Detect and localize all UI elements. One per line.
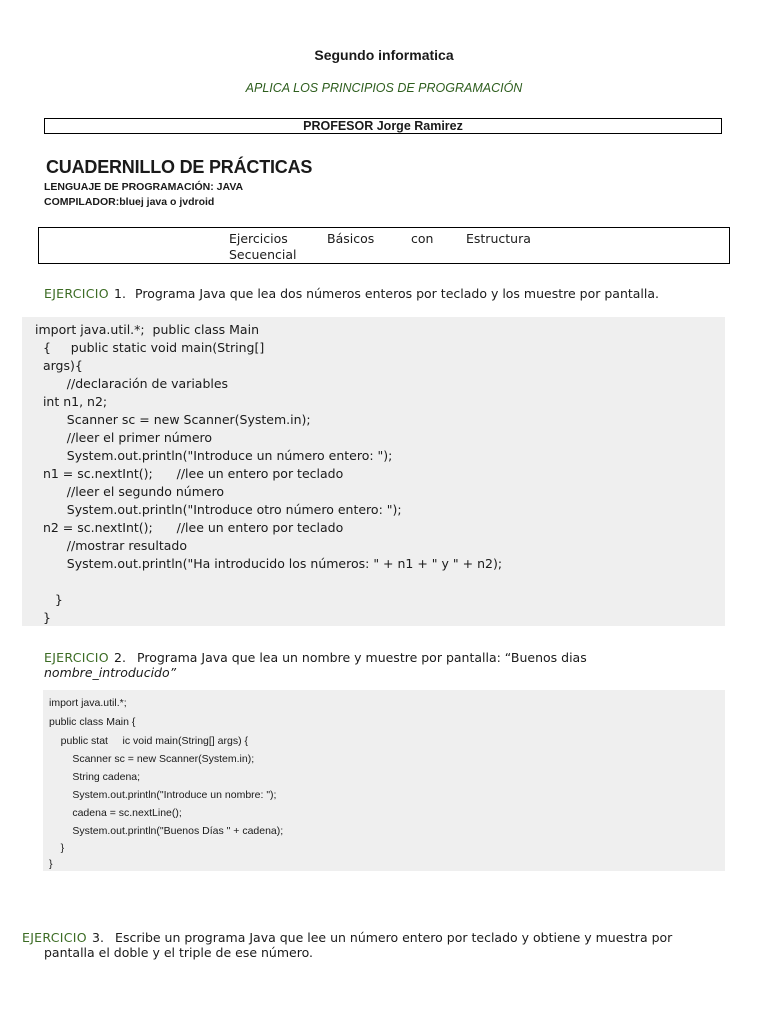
code-line: System.out.println("Buenos Días " + cadena); [49,825,284,837]
code-line: public class Main { [49,716,136,728]
exercise-number: 3. [92,930,104,945]
booklet-heading: CUADERNILLO DE PRÁCTICAS [46,157,313,177]
exercise-description-continued: nombre_introducido” [44,665,177,680]
code-line: { public static void main(String[] [35,340,265,355]
code-line: } [49,842,65,854]
section-word: Estructura [466,231,531,246]
exercise-description-continued: pantalla el doble y el triple de ese número. [44,945,313,960]
code-block-1 [22,317,725,626]
code-line: public stat ic void main(String[] args) { [49,735,248,747]
code-line: //mostrar resultado [35,538,187,553]
code-line: //leer el primer número [35,430,213,445]
code-line: cadena = sc.nextLine(); [49,807,182,819]
exercise-2-heading [44,647,587,666]
exercise-1-heading [44,283,659,302]
code-line: Scanner sc = new Scanner(System.in); [49,753,255,765]
section-word: con [411,231,434,246]
code-line: System.out.println("Introduce otro número entero: "); [35,502,402,517]
code-line: //leer el segundo número [35,484,225,499]
exercise-3-heading [22,927,672,946]
exercise-label: EJERCICIO [44,286,109,301]
compiler-line: COMPILADOR:bluej java o jvdroid [44,196,215,208]
code-line: System.out.println("Introduce un número entero: "); [35,448,393,463]
code-line: import java.util.*; [49,697,127,709]
exercise-number: 1. [114,286,126,301]
code-line: int n1, n2; [35,394,108,409]
code-line: args){ [35,358,83,373]
exercise-number: 2. [114,650,126,665]
exercise-description: Programa Java que lea dos números enteros por teclado y los muestre por pantalla. [135,286,660,301]
code-line: Scanner sc = new Scanner(System.in); [35,412,311,427]
professor-box: PROFESOR Jorge Ramirez [44,118,722,134]
code-line: import java.util.*; public class Main [35,322,259,337]
code-block-2 [43,690,725,871]
code-line: n2 = sc.nextInt(); //lee un entero por teclado [35,520,344,535]
code-line: } [35,610,51,625]
language-line: LENGUAJE DE PROGRAMACIÓN: JAVA [44,181,244,193]
code-line: } [35,592,63,607]
document-title: Segundo informatica [314,47,454,63]
code-line: System.out.println("Introduce un nombre: "); [49,789,277,801]
code-line: System.out.println("Ha introducido los números: " + n1 + " y " + n2); [35,556,503,571]
exercise-description: Escribe un programa Java que lee un número entero por teclado y obtiene y muestra por [115,930,673,945]
document-subtitle: APLICA LOS PRINCIPIOS DE PROGRAMACIÓN [245,81,523,95]
section-word: Básicos [327,231,375,246]
section-word: Secuencial [229,247,297,262]
code-line: //declaración de variables [35,376,229,391]
exercise-description: Programa Java que lea un nombre y muestre por pantalla: “Buenos dias [137,650,587,665]
code-line: } [49,858,53,870]
section-word: Ejercicios [229,231,288,246]
exercise-label: EJERCICIO [22,930,87,945]
section-header-box [38,227,730,264]
code-line: String cadena; [49,771,141,783]
code-line: n1 = sc.nextInt(); //lee un entero por teclado [35,466,344,481]
exercise-label: EJERCICIO [44,650,109,665]
